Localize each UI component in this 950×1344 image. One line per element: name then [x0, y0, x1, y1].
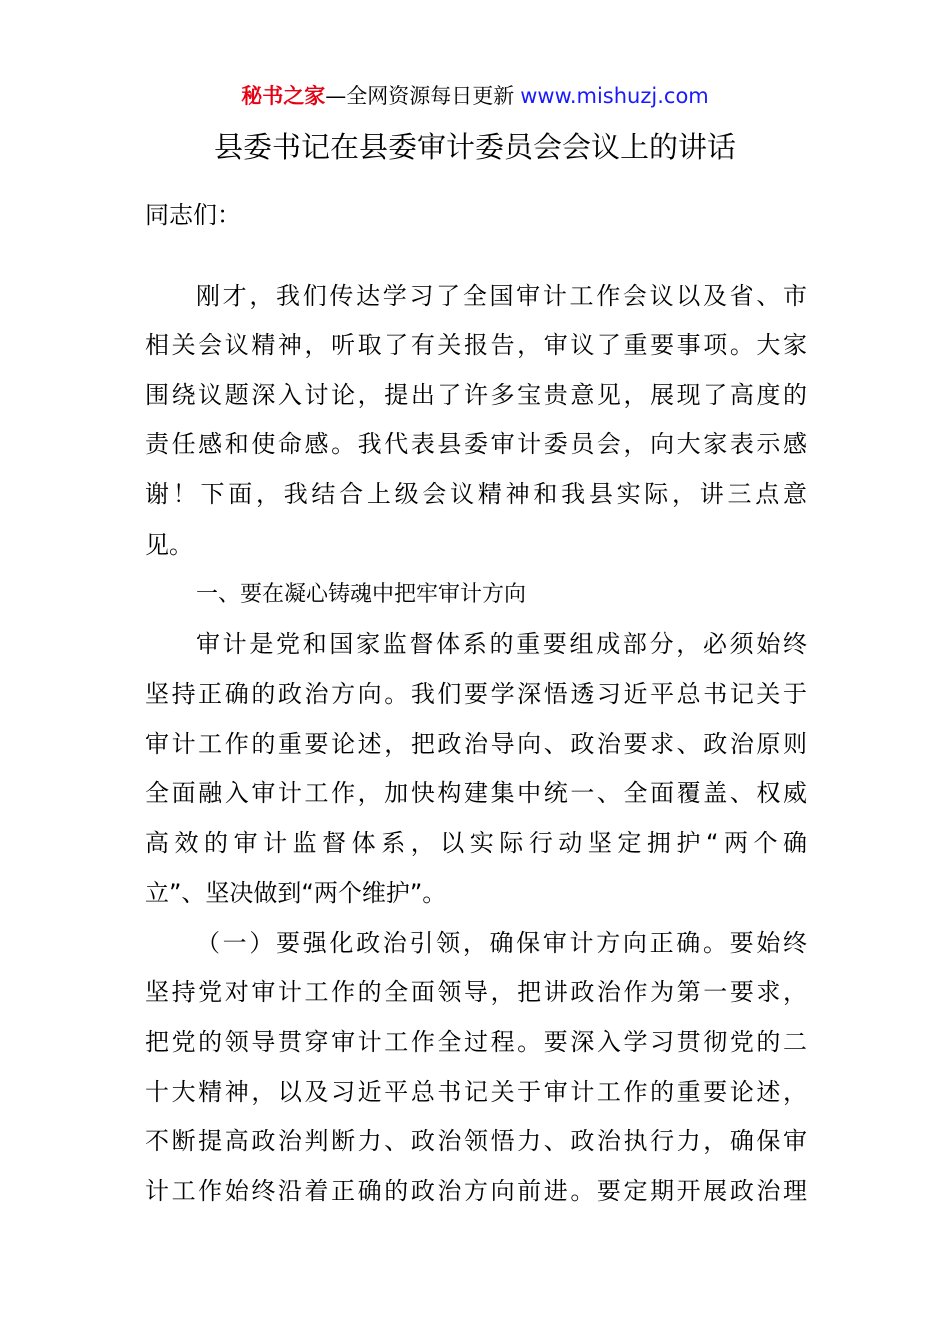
paragraph-line: 把党的领导贯穿审计工作全过程。要深入学习贯彻党的二: [145, 1028, 807, 1056]
paragraph-line: 相关会议精神，听取了有关报告，审议了重要事项。大家: [145, 331, 807, 359]
paragraph-line: 刚才，我们传达学习了全国审计工作会议以及省、市: [196, 282, 807, 310]
paragraph-line: 立”、坚决做到“两个维护”。: [145, 879, 447, 907]
paragraph-line: 高效的审计监督体系，以实际行动坚定拥护“两个确: [145, 829, 807, 857]
site-url-link[interactable]: www.mishuzj.com: [520, 84, 709, 108]
header-tagline: —全网资源每日更新: [325, 84, 515, 108]
paragraph-line: 不断提高政治判断力、政治领悟力、政治执行力，确保审: [145, 1127, 807, 1155]
paragraph-line: 全面融入审计工作，加快构建集中统一、全面覆盖、权威: [145, 779, 807, 807]
paragraph-line: 十大精神，以及习近平总书记关于审计工作的重要论述，: [145, 1078, 807, 1106]
salutation-line: 同志们：: [145, 201, 241, 229]
document-title: 县委书记在县委审计委员会会议上的讲话: [213, 130, 736, 164]
paragraph-line: 坚持党对审计工作的全面领导，把讲政治作为第一要求，: [145, 978, 807, 1006]
brand-name: 秘书之家: [241, 84, 326, 108]
paragraph-line: 坚持正确的政治方向。我们要学深悟透习近平总书记关于: [145, 680, 807, 708]
paragraph-line: 围绕议题深入讨论，提出了许多宝贵意见，展现了高度的: [145, 381, 807, 409]
paragraph-line: 计工作始终沿着正确的政治方向前进。要定期开展政治理: [145, 1177, 807, 1205]
paragraph-line: 审计工作的重要论述，把政治导向、政治要求、政治原则: [145, 730, 807, 758]
site-header: [0, 80, 950, 112]
paragraph-line: 谢！下面，我结合上级会议精神和我县实际，讲三点意: [145, 480, 807, 508]
section-heading: 一、要在凝心铸魂中把牢审计方向: [196, 582, 527, 607]
paragraph-line: 审计是党和国家监督体系的重要组成部分，必须始终: [196, 630, 807, 658]
paragraph-line: 责任感和使命感。我代表县委审计委员会，向大家表示感: [145, 430, 807, 458]
paragraph-line: 见。: [145, 531, 193, 559]
paragraph-line: （一）要强化政治引领，确保审计方向正确。要始终: [196, 929, 807, 957]
